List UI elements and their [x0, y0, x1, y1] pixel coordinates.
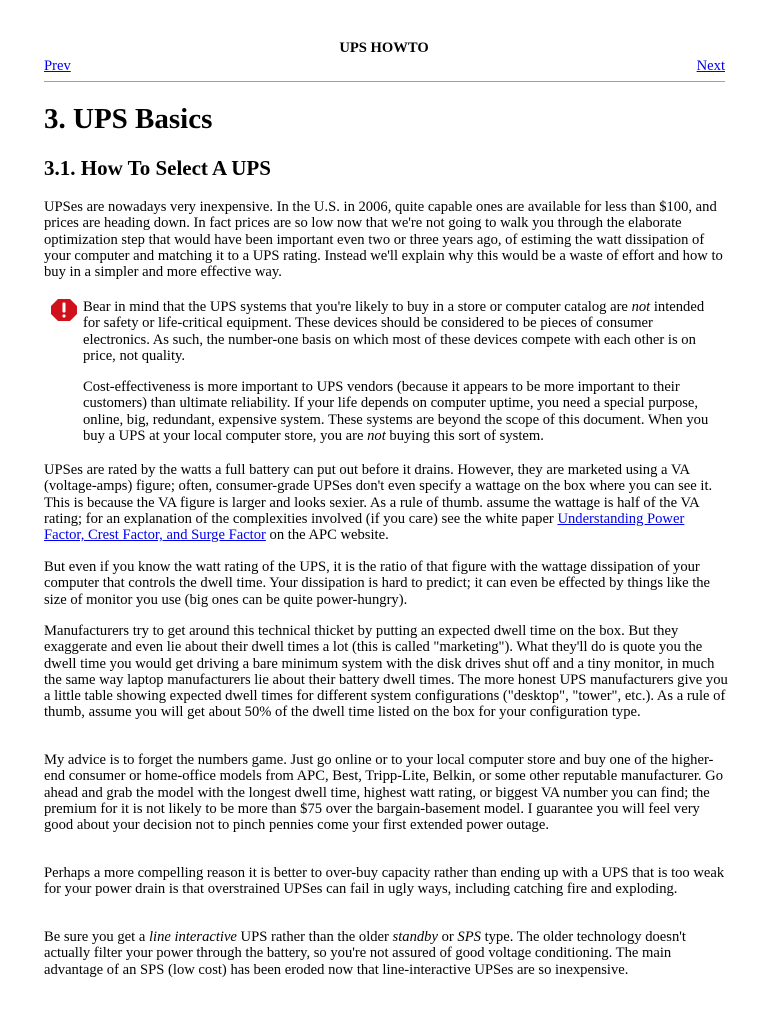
paragraph-watt-ratio: But even if you know the watt rating of the UPS, it is the ratio of that figure with the wattage dissipation of your computer that controls the dwell time. Your dissipation is hard to predict; it can even be effected by things like the size of monitor you use (big ones can be quite power-hungry).: [44, 559, 711, 608]
paragraph-text: UPS rather than the older: [236, 929, 393, 945]
warning-text-part: buying this sort of system.: [385, 427, 544, 444]
paragraph-text: type. The older technology doesn't actually filter your power through the battery, so you're not assured of good voltage conditioning. The main advantage of an SPS (low cost) has been eroded now that line-interactive UPSes are so inexpensive.: [44, 929, 686, 978]
warning-text-part: Bear in mind that the UPS systems that you're likely to buy in a store or computer catalog are: [83, 299, 632, 315]
section-title: 3.1. How To Select A UPS: [44, 156, 271, 180]
warning-icon: [51, 299, 77, 321]
warning-text-part: intended for safety or life-critical equipment. These devices should be considered to be pieces of consumer electronics. As such, the number-one basis on which most of these devices compete with each other is on price, not quality.: [83, 299, 705, 364]
warning-emphasis: not: [367, 427, 386, 444]
warning-emphasis: not: [631, 299, 651, 315]
paragraph-text: UPSes are rated by the watts a full battery can put out before it drains. However, they are marketed using a VA (voltage-amps) figure; often, consumer-grade UPSes don't even specify a wattage on the box where you can see it. This is because the VA figure is larger and looks sexier. As a rule of thumb. assume the wattage is half of the VA rating; for an explanation of the complexities involved (if you care) see the white paper: [44, 462, 713, 527]
power-factor-link[interactable]: Understanding Power Factor, Crest Factor, and Surge Factor: [44, 510, 685, 544]
term-emphasis: SPS: [457, 929, 481, 945]
paragraph-line-interactive: [44, 929, 728, 978]
paragraph-overbuy: Perhaps a more compelling reason it is better to over-buy capacity rather than ending up with a UPS that is too weak for your power drain is that overstrained UPSes can fail in ugly ways, including catching fire and exploding.: [44, 865, 725, 898]
paragraph-text: or: [437, 929, 458, 945]
next-link[interactable]: Next: [696, 58, 725, 74]
term-emphasis: standby: [392, 929, 438, 945]
warning-paragraph-cost: [83, 379, 723, 444]
warning-paragraph-safety: [83, 299, 723, 364]
term-emphasis: line interactive: [148, 929, 237, 945]
paragraph-advice: My advice is to forget the numbers game. Just go online or to your local computer store and buy one of the higher-end consumer or home-office models from APC, Best, Tripp-Lite, Belkin, or some other reputable manufacturer. Go ahead and grab the model with the longest dwell time, highest watt rating, or biggest VA number you can find; the premium for it is not likely to be more than $75 over the bargain-basement model. I guarantee you will feel very good about your decision not to pinch pennies come your first extended power outage.: [44, 752, 724, 834]
warning-text-part: Cost-effectiveness is more important to UPS vendors (because it appears to be more important to their customers) than ultimate reliability. If your life depends on computer uptime, you need a special purpose, online, big, redundant, expensive system. These systems are beyond the scope of this document. When you buy a UPS at your local computer store, you are: [83, 379, 709, 444]
paragraph-text: Be sure you get a: [44, 929, 149, 945]
paragraph-ratings: [44, 462, 728, 543]
header-title: UPS HOWTO: [339, 40, 429, 56]
paragraph-intro: UPSes are nowadays very inexpensive. In the U.S. in 2006, quite capable ones are available for less than $100, and prices are heading down. In fact prices are so low now that we're not going to walk you through the elaborate optimization step that would have been important even two or three years ago, of estiming the watt dissipation of your computer and matching it to a UPS rating. Instead we'll explain why this would be a waste of effort and how to buy in a simpler and more effective way.: [44, 199, 723, 281]
chapter-title: 3. UPS Basics: [44, 103, 213, 135]
paragraph-text: on the APC website.: [265, 527, 389, 544]
paragraph-manufacturers: Manufacturers try to get around this technical thicket by putting an expected dwell time on the box. But they exaggerate and even lie about their dwell times a lot (this is called "marketing"). What they'll do is quote you the dwell time you would get driving a bare minimum system with the disk drives shut off and a tiny monitor, in much the same way laptop manufacturers lie about their battery dwell times. The more honest UPS manufacturers give you a little table showing expected dwell times for different system configurations ("desktop", "tower", etc.). As a rule of thumb, assume you will get about 50% of the dwell time listed on the box for your configuration type.: [44, 623, 728, 721]
prev-link[interactable]: Prev: [44, 58, 71, 74]
header-divider: [44, 81, 725, 82]
